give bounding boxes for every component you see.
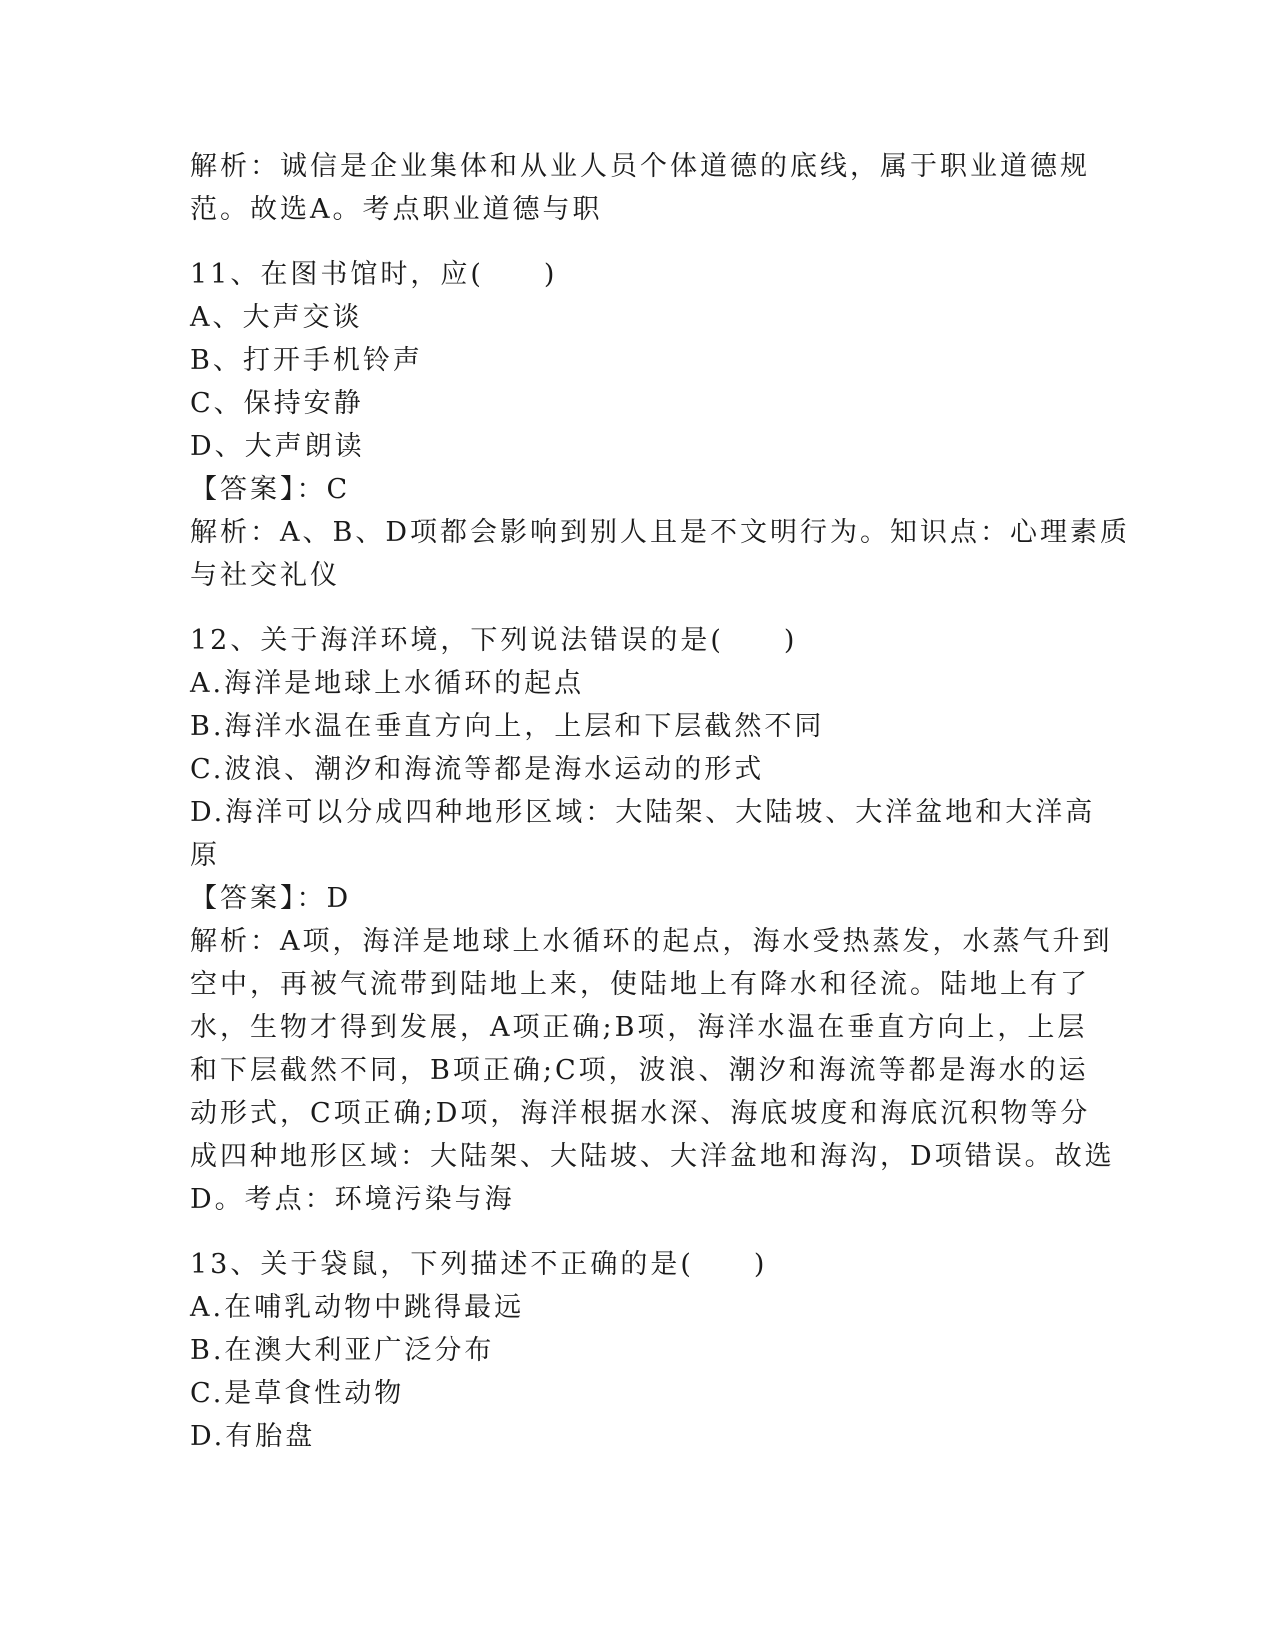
option-b: B.海洋水温在垂直方向上，上层和下层截然不同 [190,711,825,742]
analysis-line: 解析：诚信是企业集体和从业人员个体道德的底线，属于职业道德规 [190,151,1090,182]
option-d-continued: 原 [190,840,220,871]
option-d: D.有胎盘 [190,1421,316,1452]
option-b: B、打开手机铃声 [190,345,423,376]
option-a: A.海洋是地球上水循环的起点 [190,668,585,699]
question-13 [190,1243,1090,1458]
option-c: C、保持安静 [190,388,364,419]
analysis-line: 与社交礼仪 [190,560,340,591]
document-content [190,145,1130,1458]
question-text: 11、在图书馆时，应( ) [190,259,558,290]
question-text: 12、关于海洋环境，下列说法错误的是( ) [190,625,798,656]
option-a: A.在哺乳动物中跳得最远 [190,1292,525,1323]
option-c: C.波浪、潮汐和海流等都是海水运动的形式 [190,754,765,785]
option-c: C.是草食性动物 [190,1378,405,1409]
analysis-line: 和下层截然不同，B项正确;C项，波浪、潮汐和海流等都是海水的运 [190,1055,1089,1086]
question-12 [190,619,1115,1221]
intro-analysis [190,145,1090,231]
analysis-line: D。考点：环境污染与海 [190,1184,515,1215]
analysis-line: 动形式，C项正确;D项，海洋根据水深、海底坡度和海底沉积物等分 [190,1098,1091,1129]
analysis-line: 水，生物才得到发展，A项正确;B项，海洋水温在垂直方向上，上层 [190,1012,1088,1043]
option-b: B.在澳大利亚广泛分布 [190,1335,495,1366]
spacer [190,597,1090,619]
option-d: D.海洋可以分成四种地形区域：大陆架、大陆坡、大洋盆地和大洋高 [190,797,1096,828]
answer: 【答案】：D [190,883,352,914]
analysis-line: 空中，再被气流带到陆地上来，使陆地上有降水和径流。陆地上有了 [190,969,1090,1000]
analysis-line: 解析：A、B、D项都会影响到别人且是不文明行为。知识点：心理素质 [190,517,1130,548]
option-d: D、大声朗读 [190,431,365,462]
analysis-line: 范。故选A。考点职业道德与职 [190,194,603,225]
option-a: A、大声交谈 [190,302,363,333]
analysis-line: 成四种地形区域：大陆架、大陆坡、大洋盆地和海沟，D项错误。故选 [190,1141,1115,1172]
question-11 [190,253,1130,597]
spacer [190,231,1090,253]
spacer [190,1221,1090,1243]
question-text: 13、关于袋鼠，下列描述不正确的是( ) [190,1249,768,1280]
analysis-line: 解析：A项，海洋是地球上水循环的起点，海水受热蒸发，水蒸气升到 [190,926,1113,957]
answer: 【答案】：C [190,474,351,505]
